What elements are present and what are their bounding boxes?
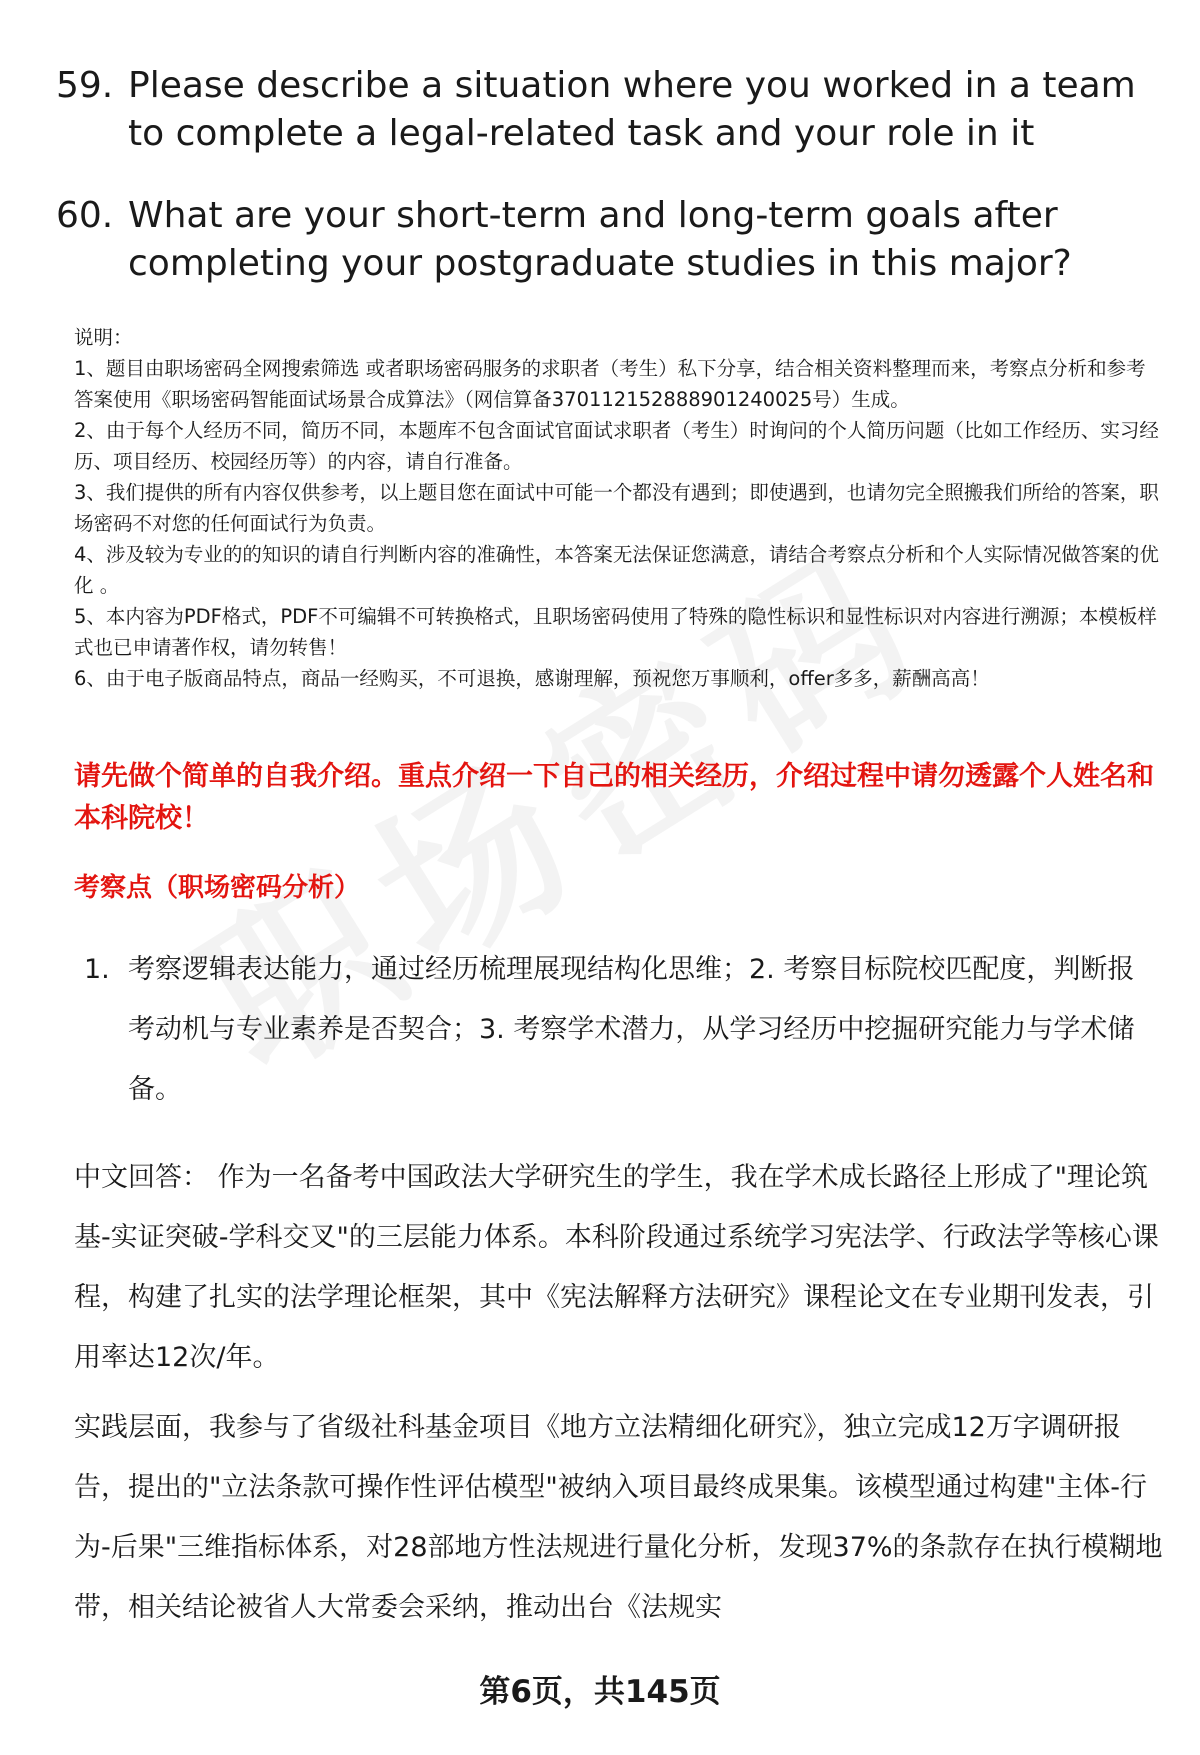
question-number: 59. [56,65,114,106]
intro-question-heading: 请先做个简单的自我介绍。重点介绍一下自己的相关经历，介绍过程中请勿透露个人姓名和本科院校！ [74,761,1154,834]
note-item: 4、涉及较为专业的的知识的请自行判断内容的准确性，本答案无法保证您满意，请结合考察点分析和个人实际情况做答案的优化 。 [74,543,1159,597]
question-number: 60. [56,195,114,236]
analysis-point [84,940,1164,1120]
note-item: 5、本内容为PDF格式，PDF不可编辑不可转换格式，且职场密码使用了特殊的隐性标识和显性标识对内容进行溯源；本模板样式也已申请著作权，请勿转售！ [74,605,1157,659]
question-text: What are your short-term and long-term goals after completing your postgraduate studies in this major? [128,195,1072,284]
answer-paragraph-1: 中文回答： 作为一名备考中国政法大学研究生的学生，我在学术成长路径上形成了"理论筑基-实证突破-学科交叉"的三层能力体系。本科阶段通过系统学习宪法学、行政法学等核心课程，构建了扎实的法学理论框架，其中《宪法解释方法研究》课程论文在专业期刊发表，引用率达12次/年。 [74,1162,1159,1373]
analysis-heading: 考察点（职场密码分析） [74,873,361,903]
analysis-point-text: 考察逻辑表达能力，通过经历梳理展现结构化思维；2. 考察目标院校匹配度，判断报考动机与专业素养是否契合；3. 考察学术潜力，从学习经历中挖掘研究能力与学术储备。 [128,954,1135,1105]
analysis-point-number: 1. [84,954,110,985]
page-footer: 第6页，共145页 [479,1674,721,1710]
notes-title: 说明： [74,326,133,349]
disclaimer-notes [74,322,1164,694]
note-item: 1、题目由职场密码全网搜索筛选 或者职场密码服务的求职者（考生）私下分享，结合相关资料整理而来，考察点分析和参考答案使用《职场密码智能面试场景合成算法》（网信算备370112152888901240025号）生成。 [74,357,1146,411]
note-item: 3、我们提供的所有内容仅供参考，以上题目您在面试中可能一个都没有遇到；即使遇到，也请勿完全照搬我们所给的答案，职场密码不对您的任何面试行为负责。 [74,481,1159,535]
question-60 [56,192,1156,288]
question-text: Please describe a situation where you worked in a team to complete a legal-related task and your role in it [128,65,1136,154]
note-item: 6、由于电子版商品特点，商品一经购买，不可退换，感谢理解，预祝您万事顺利，offer多多，薪酬高高！ [74,667,990,690]
note-item: 2、由于每个人经历不同，简历不同，本题库不包含面试官面试求职者（考生）时询问的个人简历问题（比如工作经历、实习经历、项目经历、校园经历等）的内容，请自行准备。 [74,419,1159,473]
answer-paragraph-2: 实践层面，我参与了省级社科基金项目《地方立法精细化研究》，独立完成12万字调研报告，提出的"立法条款可操作性评估模型"被纳入项目最终成果集。该模型通过构建"主体-行为-后果"三维指标体系，对28部地方性法规进行量化分析，发现37%的条款存在执行模糊地带，相关结论被省人大常委会采纳，推动出台《法规实 [74,1412,1163,1623]
question-59 [56,62,1156,158]
